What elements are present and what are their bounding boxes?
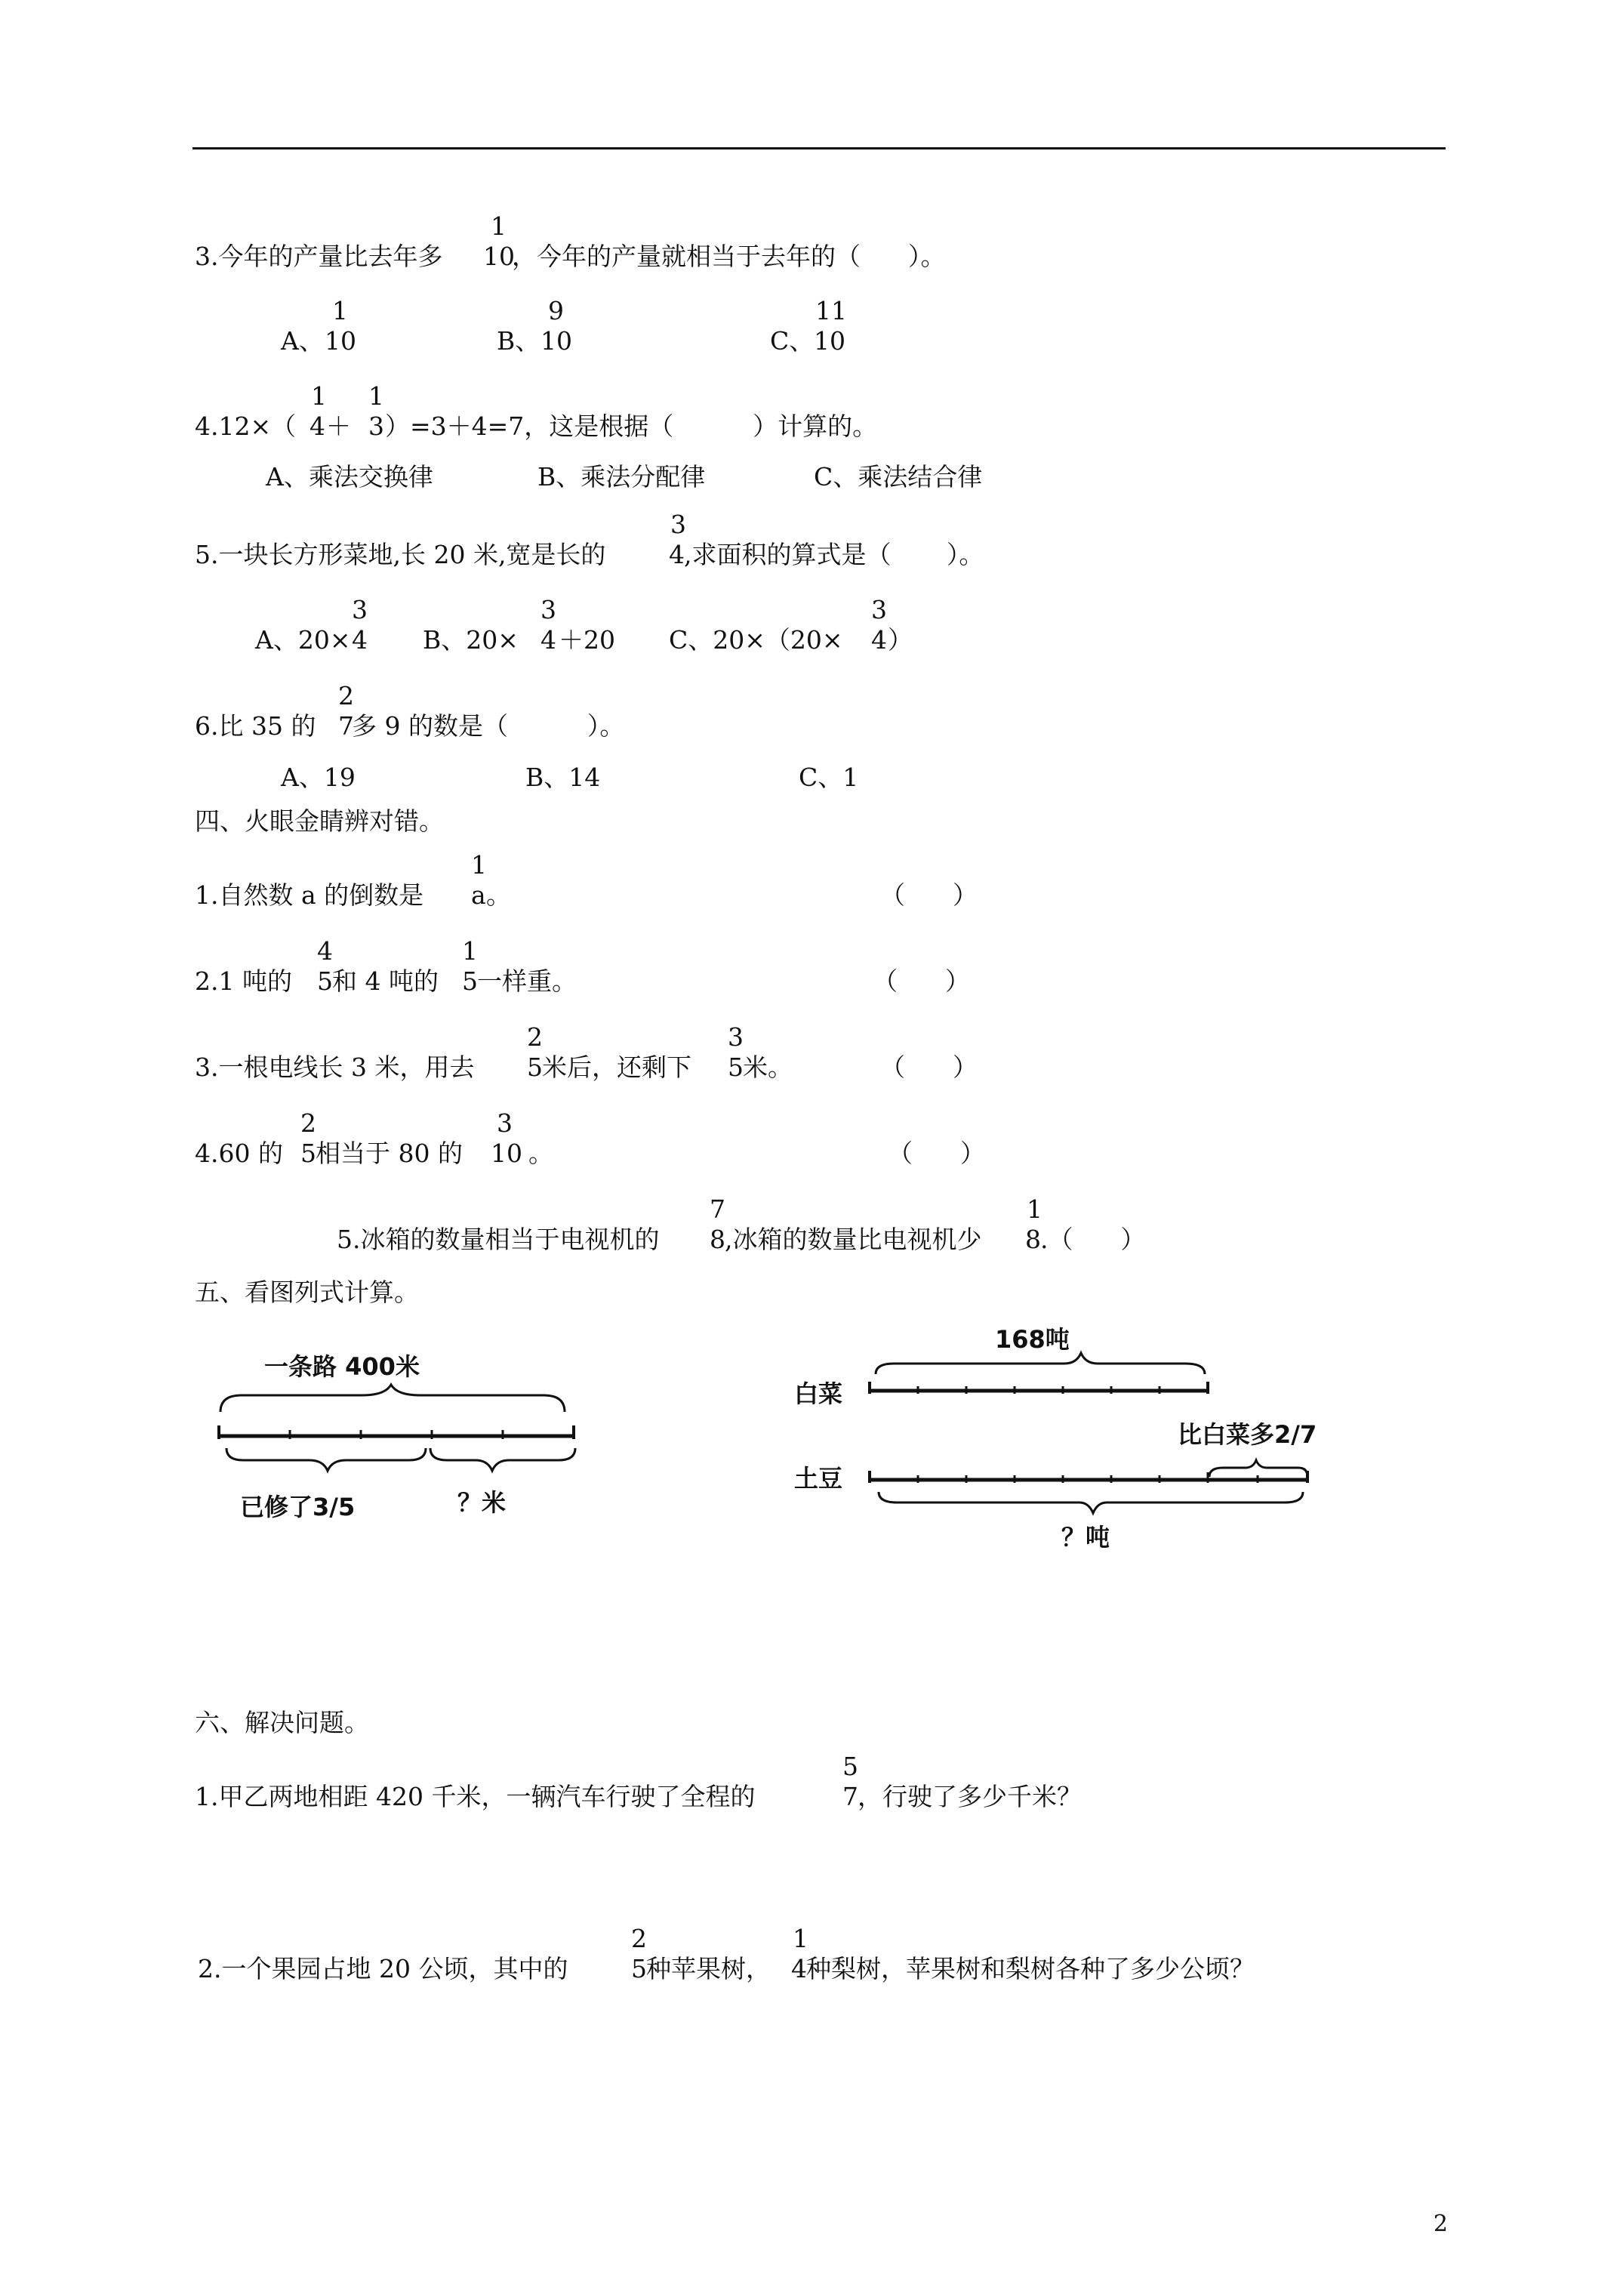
q5-prefix: 5.一块长方形菜地,长 20 米,宽是长的 [195,540,606,569]
q6-option-b: B、14 [525,763,601,792]
p2-numerator-1: 2 [631,1924,647,1953]
q5-suffix: ,求面积的算式是（ ）。 [684,540,984,569]
tf5-prefix: 5.冰箱的数量相当于电视机的 [337,1225,660,1254]
q5-option-b: B、20× [423,625,519,655]
tf3-answer-blank[interactable]: （ ） [880,1052,978,1082]
q6-denominator: 7 [338,711,354,741]
section-6-title: 六、解决问题。 [195,1708,369,1737]
q5-option-c-denominator: 4 [871,625,887,655]
q4-suffix: ）=3＋4=7，这是根据（ ）计算的。 [385,411,878,441]
p2-prefix: 2.一个果园占地 20 公顷，其中的 [198,1954,568,1983]
tf1-prefix: 1.自然数 a 的倒数是 [195,880,424,910]
q3-suffix: ，今年的产量就相当于去年的（ ）。 [512,242,946,271]
q6-option-c: C、1 [799,763,859,792]
p1-numerator: 5 [842,1752,858,1781]
p1-suffix: ，行驶了多少千米？ [858,1782,1082,1811]
fig2-row2-label: 土豆 [794,1464,843,1493]
tf4-suffix: 。 [528,1139,553,1168]
tf4-denominator-2: 10 [491,1139,522,1168]
p1-prefix: 1.甲乙两地相距 420 千米，一辆汽车行驶了全程的 [195,1782,756,1811]
fig2-row1-label: 白菜 [794,1379,843,1408]
q5-option-c-suffix: ） [888,625,913,655]
p2-middle: 种苹果树， [646,1954,771,1983]
q5-denominator: 4 [669,540,685,569]
q4-denominator-2: 3 [368,411,384,441]
fig2-total-label: 168吨 [995,1325,1070,1354]
fig1-left-brace [226,1448,426,1471]
q6-option-a: A、19 [281,763,356,792]
q5-option-b-denominator: 4 [540,625,556,655]
q5-option-c: C、20×（20× [669,625,843,655]
q5-numerator: 3 [670,510,686,539]
tf3-suffix: 米。 [743,1052,793,1082]
p2-numerator-2: 1 [793,1924,808,1953]
fig1-diagram [211,1382,589,1487]
tf3-prefix: 3.一根电线长 3 米，用去 [195,1052,475,1082]
tf4-numerator-1: 2 [300,1108,316,1138]
tf4-answer-blank[interactable]: （ ） [888,1139,985,1168]
p2-denominator-2: 4 [791,1954,807,1983]
p2-suffix: 种梨树，苹果树和梨树各种了多少公顷？ [806,1954,1255,1983]
tf4-denominator-1: 5 [300,1139,316,1168]
q6-numerator: 2 [338,681,354,710]
tf3-numerator-2: 3 [728,1022,744,1052]
header-rule [192,147,1446,149]
tf2-middle: 和 4 吨的 [332,966,439,996]
q4-option-b: B、乘法分配律 [537,462,706,492]
page-number: 2 [1433,2211,1448,2237]
fig1-right-label: ？米 [457,1488,507,1517]
tf4-middle: 相当于 80 的 [316,1139,463,1168]
q3-prefix: 3.今年的产量比去年多 [195,242,443,271]
tf5-numerator-1: 7 [710,1194,725,1224]
tf3-middle: 米后，还剩下 [542,1052,691,1082]
tf2-answer-blank[interactable]: （ ） [873,966,970,996]
q5-option-a-numerator: 3 [352,595,368,624]
q4-numerator-1: 1 [311,381,327,411]
q5-option-a-denominator: 4 [352,625,368,655]
p2-denominator-1: 5 [631,1954,647,1983]
fig2-more-label: 比白菜多2/7 [1178,1420,1317,1449]
q4-option-c: C、乘法结合律 [814,462,983,492]
q6-prefix: 6.比 35 的 [195,711,316,741]
tf3-denominator-2: 5 [728,1052,744,1082]
tf5-middle: ,冰箱的数量比电视机少 [725,1225,982,1254]
tf2-prefix: 2.1 吨的 [195,966,292,996]
q5-option-b-suffix: ＋20 [559,625,615,655]
tf5-numerator-2: 1 [1027,1194,1042,1224]
tf5-suffix: .（ ） [1040,1225,1146,1254]
fig2-more-brace [1209,1460,1307,1477]
fig2-top-brace [876,1353,1205,1374]
fig2-diagram [861,1344,1359,1525]
tf1-numerator: 1 [471,850,487,880]
q3-option-b-denominator: 10 [540,326,572,356]
tf5-denominator-2: 8 [1025,1225,1041,1254]
q5-option-c-numerator: 3 [871,595,887,624]
fig1-top-label: 一条路 400米 [264,1352,420,1381]
q3-fraction-denominator: 10 [483,242,515,271]
q3-option-c-label: C、 [770,326,815,356]
tf3-numerator-1: 2 [527,1022,543,1052]
tf1-answer-blank[interactable]: （ ） [880,880,978,910]
fig1-right-brace [430,1448,575,1471]
q3-option-c-numerator: 11 [815,296,847,325]
q3-option-a-denominator: 10 [325,326,356,356]
q3-option-b-label: B、 [497,326,540,356]
tf2-denominator-2: 5 [462,966,478,996]
q3-option-c-denominator: 10 [814,326,845,356]
tf2-denominator-1: 5 [317,966,333,996]
tf2-numerator-1: 4 [317,936,333,966]
q4-denominator-1: 4 [310,411,325,441]
q3-option-a-label: A、 [281,326,324,356]
q3-option-b-numerator: 9 [548,296,564,325]
fig2-ask-label: ？吨 [1061,1523,1110,1552]
fig1-top-brace [220,1385,565,1412]
section-5-title: 五、看图列式计算。 [195,1277,419,1307]
tf2-numerator-2: 1 [462,936,478,966]
q4-numerator-2: 1 [368,381,384,411]
q5-option-b-numerator: 3 [540,595,556,624]
tf4-prefix: 4.60 的 [195,1139,283,1168]
tf3-denominator-1: 5 [527,1052,543,1082]
tf5-denominator-1: 8 [710,1225,725,1254]
q3-option-a-numerator: 1 [332,296,348,325]
q6-suffix: 多 9 的数是（ ）。 [352,711,625,741]
q4-plus: ＋ [326,411,351,441]
tf1-denominator: a [471,880,486,910]
fig1-left-label: 已修了3/5 [240,1493,356,1521]
tf4-numerator-2: 3 [497,1108,513,1138]
q3-fraction-numerator: 1 [491,211,507,241]
fig2-bottom-brace [879,1492,1303,1513]
tf2-suffix: 一样重。 [477,966,577,996]
q5-option-a: A、20× [255,625,351,655]
q4-prefix: 4.12×（ [195,411,297,441]
p1-denominator: 7 [842,1782,858,1811]
tf1-suffix: 。 [486,880,511,910]
section-4-title: 四、火眼金睛辨对错。 [195,806,444,836]
q4-option-a: A、乘法交换律 [266,462,433,492]
